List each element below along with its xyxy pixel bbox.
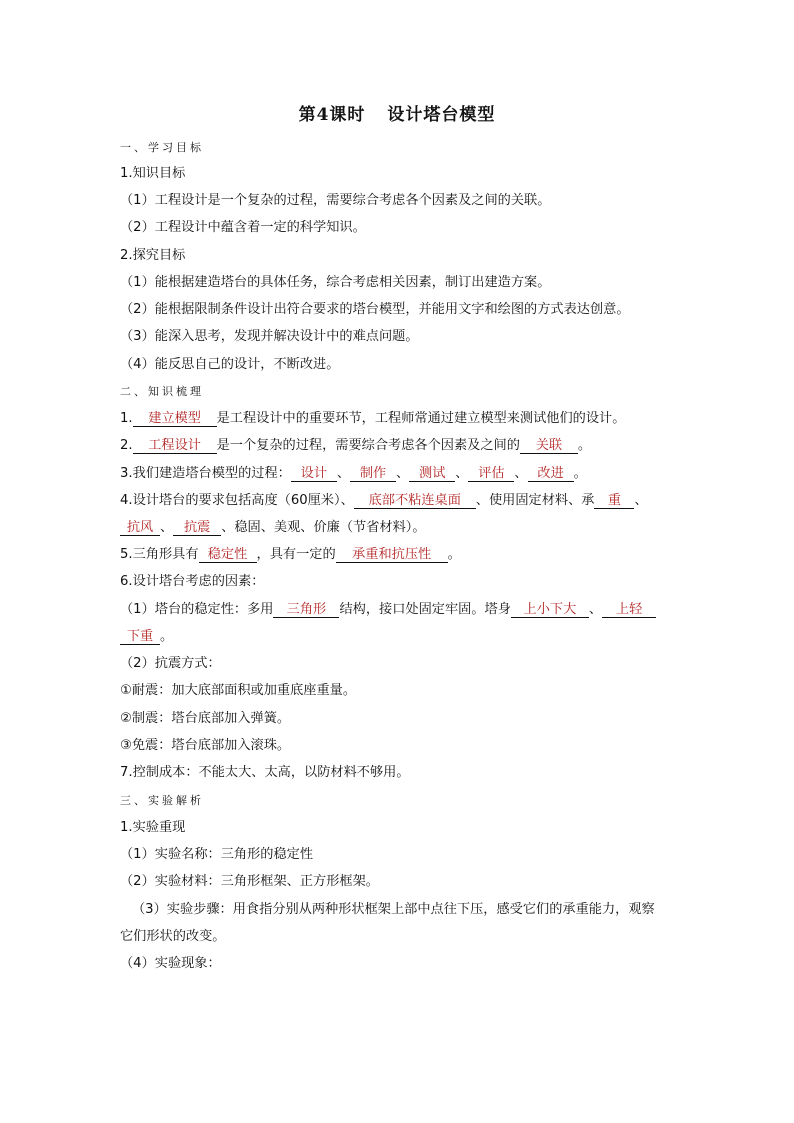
page-title [0,100,794,125]
lesson-name: 设计塔台模型 [387,105,496,125]
question-6-2: （2）抗震方式： [120,656,221,671]
subheading-knowledge: 1.知识目标 [120,166,186,181]
answer-blank: 上轻 [602,602,656,618]
question-1: 1. 建立模型 是工程设计中的重要环节，工程师常通过建立模型来测试他们的设计。 [120,411,626,426]
answer-blank: 稳定性 [199,547,257,563]
inquiry-goal-1: （1）能根据建造塔台的具体任务，综合考虑相关因素，制订出建造方案。 [120,275,551,290]
answer-blank: 上小下大 [511,602,589,618]
section-heading-goals: 一、学习目标 [120,141,204,154]
question-7: 7.控制成本：不能太大、太高，以防材料不够用。 [120,765,410,780]
experiment-name: （1）实验名称：三角形的稳定性 [120,847,314,862]
question-6-1: （1）塔台的稳定性：多用 三角形 结构，接口处固定牢固。塔身 上小下大 、 上轻 [120,601,656,619]
question-4-cont: 抗风 、 抗震 、稳固、美观、价廉（节省材料）。 [120,519,426,537]
question-2: 2. 工程设计 是一个复杂的过程，需要综合考虑各个因素及之间的 关联 。 [120,438,592,453]
answer-blank: 重 [594,493,634,509]
question-3: 3.我们建造塔台模型的过程： 设计 、 制作 、 测试 、 评估 、 改进 。 [120,466,587,481]
answer-blank: 设计 [291,466,337,482]
knowledge-goal-1: （1）工程设计是一个复杂的过程，需要综合考虑各个因素及之间的关联。 [120,193,551,208]
section-heading-experiment: 三、实验解析 [120,794,204,807]
answer-blank: 改进 [528,466,574,482]
question-5: 5.三角形具有 稳定性 ，具有一定的 承重和抗压性 。 [120,547,461,562]
answer-blank: 工程设计 [133,438,217,454]
answer-blank: 抗震 [173,520,221,536]
answer-blank: 三角形 [273,602,339,618]
quake-method-1: ①耐震：加大底部面积或加重底座重量。 [120,683,357,698]
answer-blank: 关联 [520,438,578,454]
inquiry-goal-4: （4）能反思自己的设计，不断改进。 [120,357,340,372]
answer-blank: 制作 [350,466,396,482]
question-4: 4.设计塔台的要求包括高度（60厘米）、 底部不粘连桌面 、使用固定材料、承 重 、 [120,493,648,508]
experiment-phenomenon: （4）实验现象： [120,956,221,971]
answer-blank: 建立模型 [133,411,217,427]
inquiry-goal-2: （2）能根据限制条件设计出符合要求的塔台模型，并能用文字和绘图的方式表达创意。 [120,302,630,317]
lesson-number: 第4课时 [298,105,366,125]
answer-blank: 底部不粘连桌面 [354,493,476,509]
section-heading-knowledge: 二、知识梳理 [120,385,204,398]
answer-blank: 评估 [468,466,514,482]
subheading-replay: 1.实验重现 [120,820,186,835]
knowledge-goal-2: （2）工程设计中蕴含着一定的科学知识。 [120,220,366,235]
experiment-materials: （2）实验材料：三角形框架、正方形框架。 [120,874,379,889]
question-6-1-cont: 下重 。 [120,628,173,646]
answer-blank: 测试 [409,466,455,482]
answer-blank: 下重 [120,629,160,645]
experiment-steps: （3）实验步骤：用食指分别从两种形状框架上部中点往下压，感受它们的承重能力，观察 [132,902,655,917]
question-6: 6.设计塔台考虑的因素： [120,574,265,589]
subheading-inquiry: 2.探究目标 [120,248,186,263]
inquiry-goal-3: （3）能深入思考，发现并解决设计中的难点问题。 [120,329,419,344]
quake-method-3: ③免震：塔台底部加入滚珠。 [120,738,291,753]
experiment-steps-cont: 它们形状的改变。 [120,929,226,944]
quake-method-2: ②制震：塔台底部加入弹簧。 [120,711,291,726]
answer-blank: 抗风 [120,520,160,536]
answer-blank: 承重和抗压性 [336,547,448,563]
